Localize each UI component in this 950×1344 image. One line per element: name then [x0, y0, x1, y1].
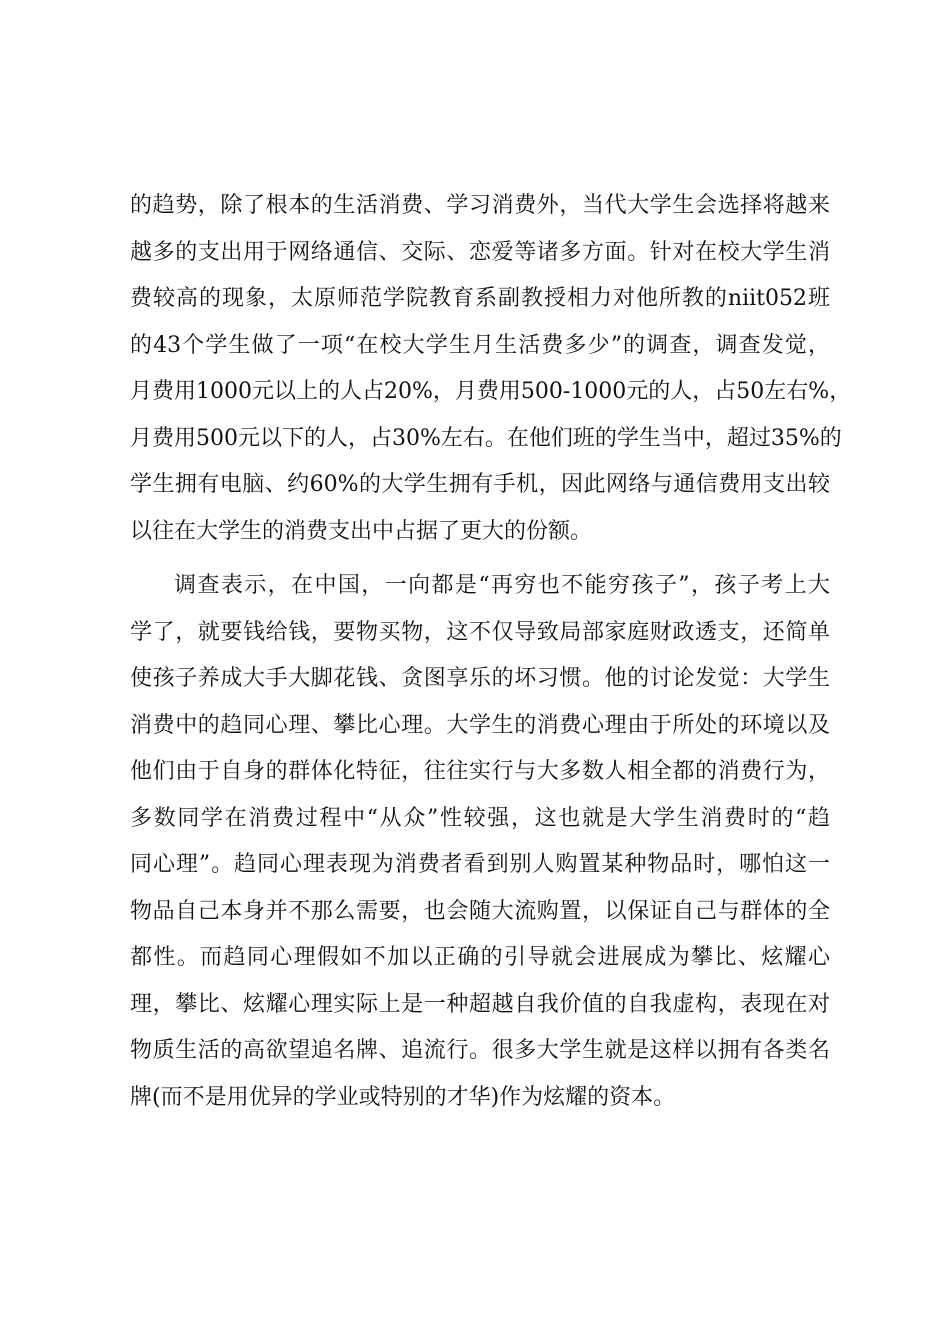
text-line: 月费用1000元以上的人占20%，月费用500-1000元的人，占50左右%， — [130, 379, 852, 404]
text-line: 的43个学生做了一项“在校大学生月生活费多少”的调查，调查发觉， — [130, 332, 830, 358]
paragraph-1 — [130, 183, 852, 555]
paragraph-spacing — [130, 555, 830, 563]
paragraph-2 — [130, 563, 830, 1121]
text-line: 理，攀比、炫耀心理实际上是一种超越自我价值的自我虚构，表现在对 — [130, 991, 830, 1017]
text-line: 他们由于自身的群体化特征，往往实行与大多数人相全都的消费行为， — [130, 759, 830, 784]
body-text — [130, 183, 852, 1121]
text-line: 消费中的趋同心理、攀比心理。大学生的消费心理由于所处的环境以及 — [130, 712, 830, 738]
text-line: 越多的支出用于网络通信、交际、恋爱等诸多方面。针对在校大学生消 — [130, 239, 830, 265]
text-line: 学了，就要钱给钱，要物买物，这不仅导致局部家庭财政透支，还简单 — [130, 619, 830, 645]
text-line: 月费用500元以下的人，占30%左右。在他们班的学生当中，超过35%的 — [130, 425, 842, 451]
text-line: 物品自己本身并不那么需要，也会随大流购置，以保证自己与群体的全 — [130, 898, 830, 924]
text-line: 学生拥有电脑、约60%的大学生拥有手机，因此网络与通信费用支出较 — [130, 472, 830, 497]
text-line: 调查表示，在中国，一向都是“再穷也不能穷孩子”，孩子考上大 — [174, 573, 830, 598]
text-line: 费较高的现象，太原师范学院教育系副教授相力对他所教的niit052班 — [130, 286, 830, 311]
text-line: 以往在大学生的消费支出中占据了更大的份额。 — [130, 518, 593, 544]
text-line: 多数同学在消费过程中“从众”性较强，这也就是大学生消费时的“趋 — [130, 805, 830, 831]
text-line: 都性。而趋同心理假如不加以正确的引导就会进展成为攀比、炫耀心 — [130, 945, 830, 970]
text-line: 牌(而不是用优异的学业或特别的才华)作为炫耀的资本。 — [130, 1084, 676, 1110]
text-line: 物质生活的高欲望追名牌、追流行。很多大学生就是这样以拥有各类名 — [130, 1038, 830, 1063]
text-line: 使孩子养成大手大脚花钱、贪图享乐的坏习惯。他的讨论发觉：大学生 — [130, 666, 830, 691]
text-line: 同心理”。趋同心理表现为消费者看到别人购置某种物品时，哪怕这一 — [130, 852, 830, 877]
text-line: 的趋势，除了根本的生活消费、学习消费外，当代大学生会选择将越来 — [130, 193, 830, 218]
